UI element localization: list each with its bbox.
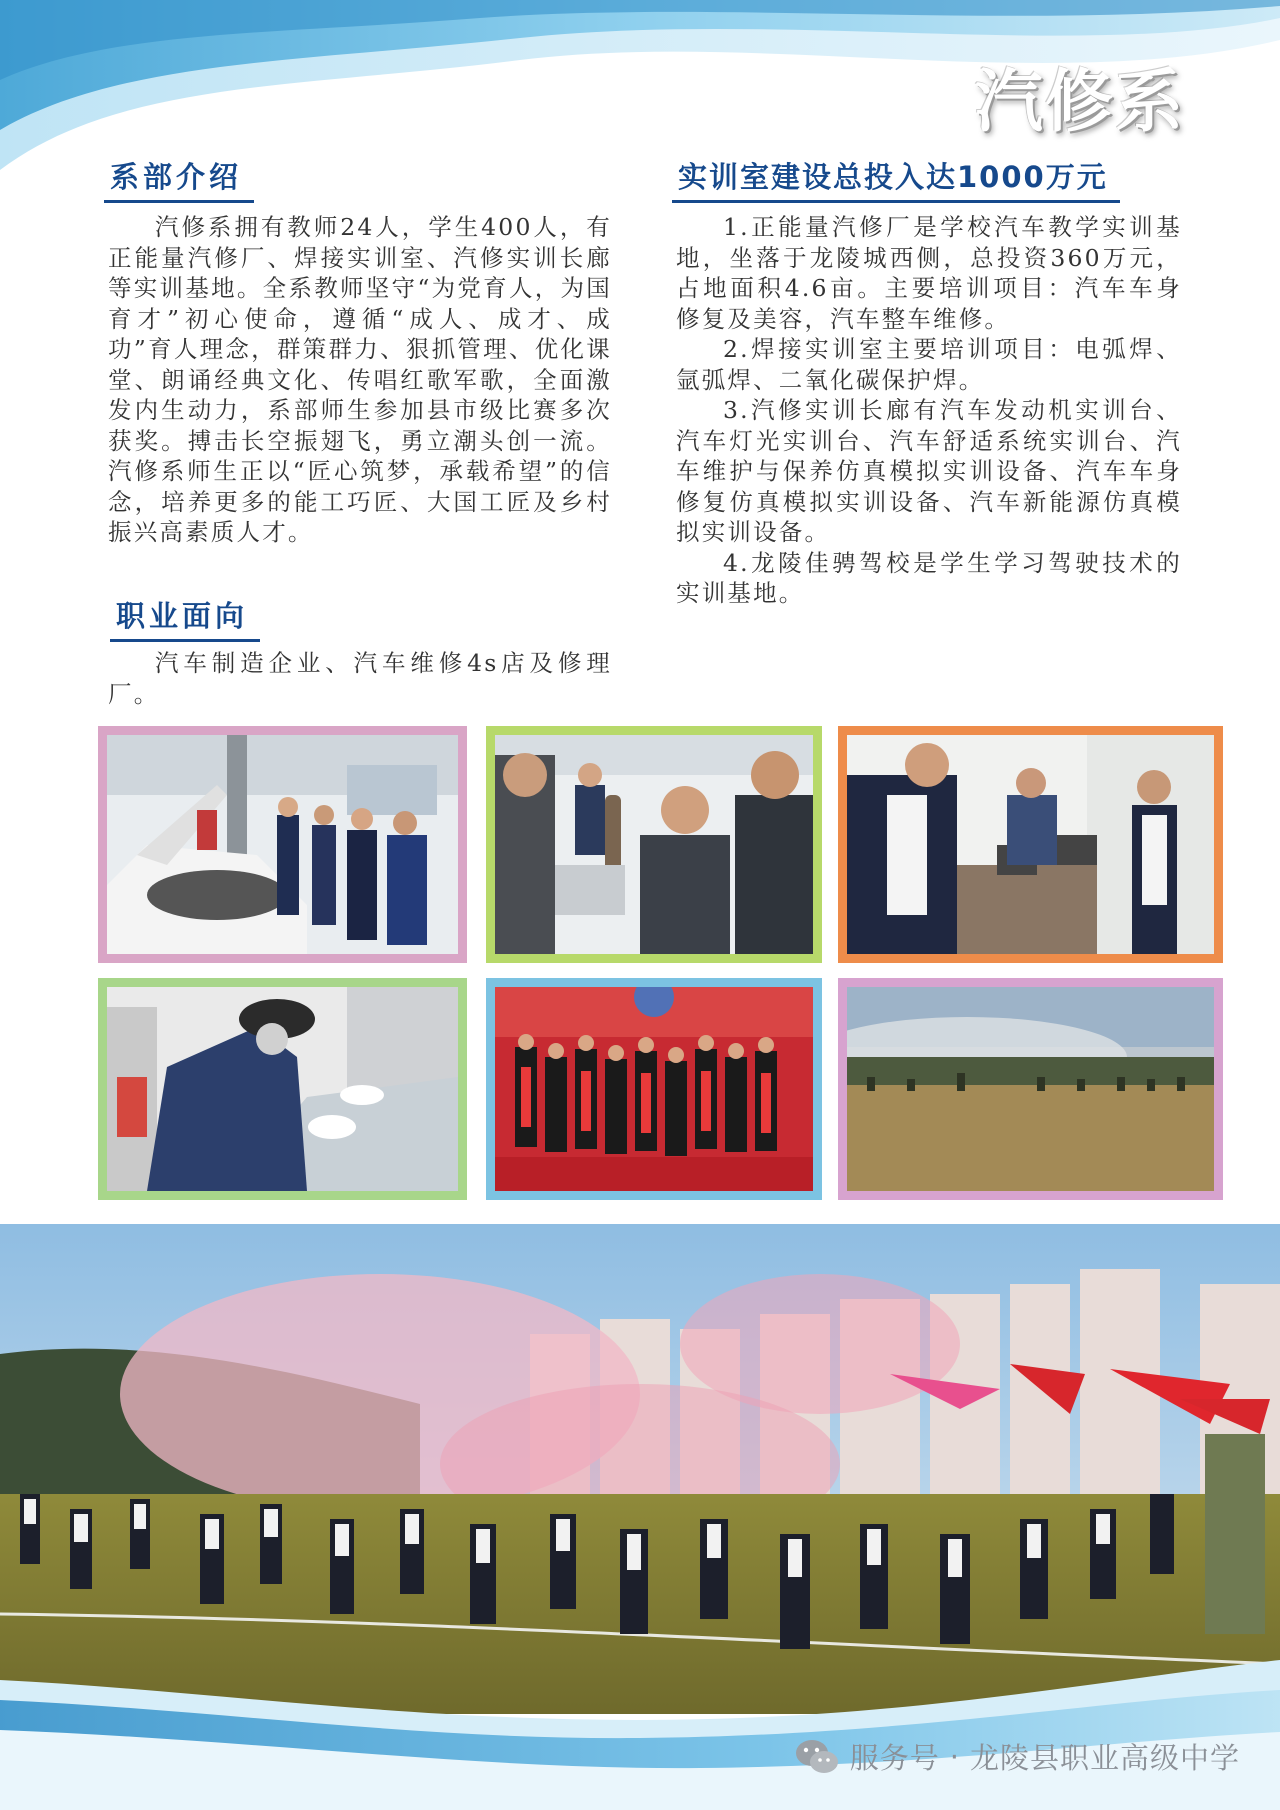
- photo-martial-arts-performance: [0, 1224, 1280, 1714]
- training-heading: 实训室建设总投入达1000万元: [672, 155, 1120, 203]
- department-title: 汽修系: [974, 63, 1185, 142]
- photo-garage-engine: [98, 726, 467, 963]
- intro-heading: 系部介绍: [104, 155, 254, 203]
- photo-car-body-repair: [98, 978, 467, 1200]
- training-item-1: 1.正能量汽修厂是学校汽车教学实训基地，坐落于龙陵城西侧，总投资360万元，占地面积4.6亩。主要培训项目：汽车车身修复及美容，汽车整车维修。: [676, 213, 1182, 333]
- training-paragraph: [676, 212, 1182, 609]
- intro-text: 汽修系拥有教师24人，学生400人，有正能量汽修厂、焊接实训室、汽修实训长廊等实训基地。全系教师坚守“为党育人，为国育才”初心使命，遵循“成人、成才、成功”育人理念，群策群力、狠抓管理、优化课堂、朗诵经典文化、传唱红歌军歌，全面激发内生动力，系部师生参加县市级比赛多次获奖。搏击长空振翅飞，勇立潮头创一流。汽修系师生正以“匠心筑梦，承载希望”的信念，培养更多的能工巧匠、大国工匠及乡村振兴高素质人才。: [108, 213, 612, 546]
- training-item-3: 3.汽修实训长廊有汽车发动机实训台、汽车灯光实训台、汽车舒适系统实训台、汽车维护与保养仿真模拟实训设备、汽车车身修复仿真模拟实训设备、汽车新能源仿真模拟实训设备。: [676, 396, 1182, 546]
- training-item-2: 2.焊接实训室主要培训项目：电弧焊、氩弧焊、二氧化碳保护焊。: [676, 335, 1182, 394]
- footer-school: 龙陵县职业高级中学: [969, 1741, 1240, 1775]
- career-heading: 职业面向: [110, 594, 260, 642]
- bottom-wave-decoration: [0, 1660, 1280, 1810]
- career-text: 汽车制造企业、汽车维修4s店及修理厂。: [108, 649, 612, 708]
- intro-paragraph: [108, 212, 612, 548]
- career-paragraph: [108, 648, 612, 709]
- photo-welding-demo: [486, 726, 822, 963]
- footer-separator: ·: [949, 1739, 960, 1774]
- photo-vise-workbench: [838, 726, 1223, 963]
- photo-red-song-choir: [486, 978, 822, 1200]
- footer-watermark: [794, 1736, 1240, 1777]
- training-item-4: 4.龙陵佳骋驾校是学生学习驾驶技术的实训基地。: [676, 548, 1182, 607]
- wechat-icon: [794, 1737, 840, 1777]
- footer-label: 服务号: [849, 1741, 940, 1775]
- photo-military-drill: [838, 978, 1223, 1200]
